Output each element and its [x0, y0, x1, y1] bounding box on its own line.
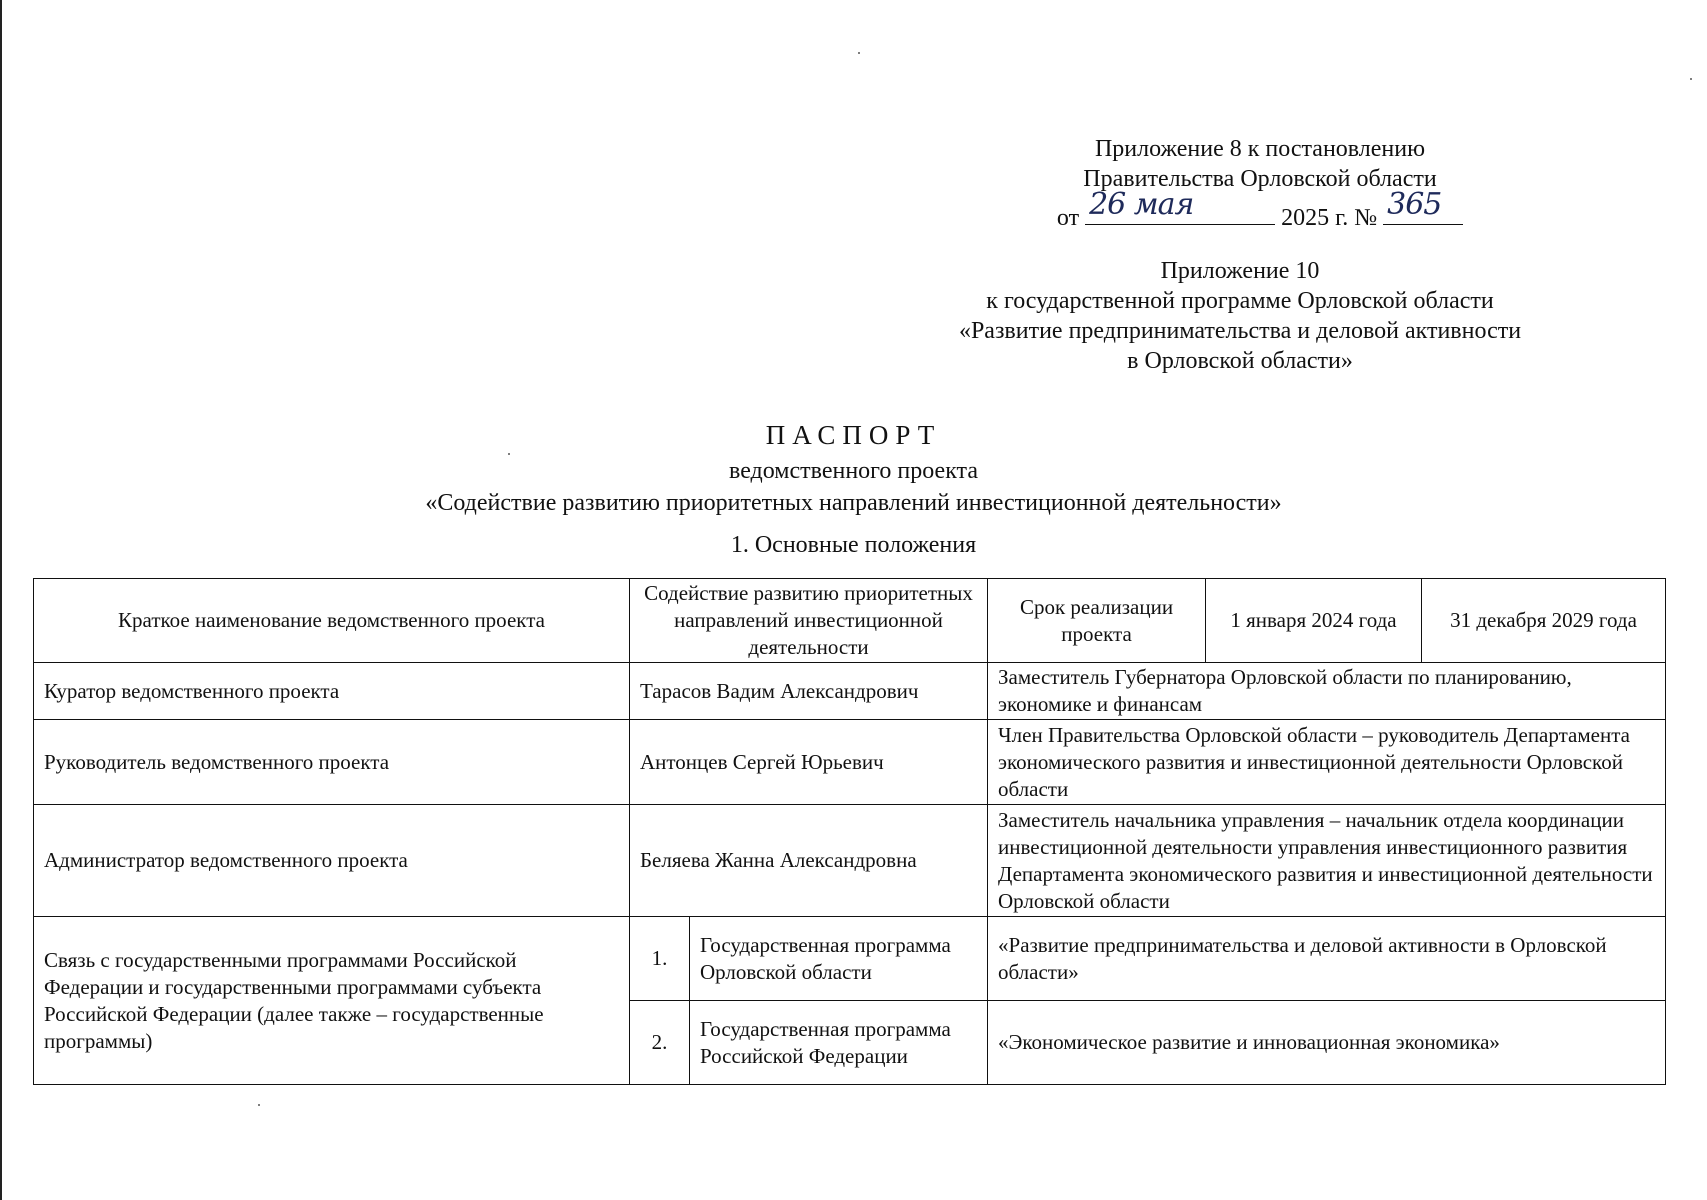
head-label: Руководитель ведомственного проекта [34, 720, 630, 805]
project-name-title: «Содействие развитию приоритетных направлений инвестиционной деятельности» [425, 490, 1282, 516]
term-start: 1 января 2024 года [1206, 579, 1422, 663]
program-number: 2. [630, 1001, 690, 1085]
resolution-header-line2: Правительства Орловской области [1083, 166, 1437, 192]
passport-table [33, 578, 1666, 1085]
program-name: «Экономическое развитие и инновационная экономика» [988, 1001, 1666, 1085]
curator-label: Куратор ведомственного проекта [34, 663, 630, 720]
scan-speck [258, 1104, 260, 1106]
section-heading: 1. Основные положения [730, 532, 977, 558]
short-name-label: Краткое наименование ведомственного проекта [34, 579, 630, 663]
program-name: «Развитие предпринимательства и деловой активности в Орловской области» [988, 917, 1666, 1001]
document-subtitle: ведомственного проекта [729, 458, 978, 484]
appendix-header [860, 256, 1620, 376]
resolution-header [1000, 134, 1520, 233]
administrator-position: Заместитель начальника управления – начальник отдела координации инвестиционной деятельности управления инвестиционного развития Департамента экономического развития и инвестиционной деятельности Орловской области [988, 805, 1666, 917]
curator-position: Заместитель Губернатора Орловской области по планированию, экономике и финансам [988, 663, 1666, 720]
year-number-label: 2025 г. № [1281, 205, 1378, 231]
table-row [34, 917, 1666, 1001]
date-prefix: от [1056, 205, 1080, 231]
number-signature-field [1383, 187, 1463, 225]
administrator-label: Администратор ведомственного проекта [34, 805, 630, 917]
resolution-date-line [1000, 187, 1520, 233]
program-number: 1. [630, 917, 690, 1001]
program-type: Государственная программа Орловской области [690, 917, 988, 1001]
date-signature-field [1085, 187, 1275, 225]
appendix-line2: к государственной программе Орловской области [986, 288, 1494, 314]
program-type: Государственная программа Российской Федерации [690, 1001, 988, 1085]
term-end: 31 декабря 2029 года [1422, 579, 1666, 663]
table-row [34, 663, 1666, 720]
term-label: Срок реализации проекта [988, 579, 1206, 663]
administrator-name: Беляева Жанна Александровна [630, 805, 988, 917]
table-row [34, 720, 1666, 805]
table-row [34, 805, 1666, 917]
head-name: Антонцев Сергей Юрьевич [630, 720, 988, 805]
programs-link-label: Связь с государственными программами Российской Федерации и государственными программами субъекта Российской Федерации (далее также – государственные программы) [34, 917, 630, 1085]
appendix-line1: Приложение 10 [1160, 258, 1320, 284]
appendix-line3: «Развитие предпринимательства и деловой активности [958, 318, 1522, 344]
scan-speck [858, 52, 860, 54]
head-position: Член Правительства Орловской области – руководитель Департамента экономического развития и инвестиционной деятельности Орловской области [988, 720, 1666, 805]
document-title: ПАСПОРТ [765, 420, 942, 450]
scan-speck [1690, 78, 1692, 80]
resolution-header-line1: Приложение 8 к постановлению [1094, 136, 1426, 162]
table-row [34, 579, 1666, 663]
handwritten-number: 365 [1387, 187, 1442, 222]
curator-name: Тарасов Вадим Александрович [630, 663, 988, 720]
handwritten-date: 26 мая [1089, 187, 1194, 222]
short-name-value: Содействие развитию приоритетных направлений инвестиционной деятельности [630, 579, 988, 663]
page-left-edge [0, 0, 2, 1200]
appendix-line4: в Орловской области» [1127, 348, 1353, 374]
scan-speck [508, 453, 510, 455]
